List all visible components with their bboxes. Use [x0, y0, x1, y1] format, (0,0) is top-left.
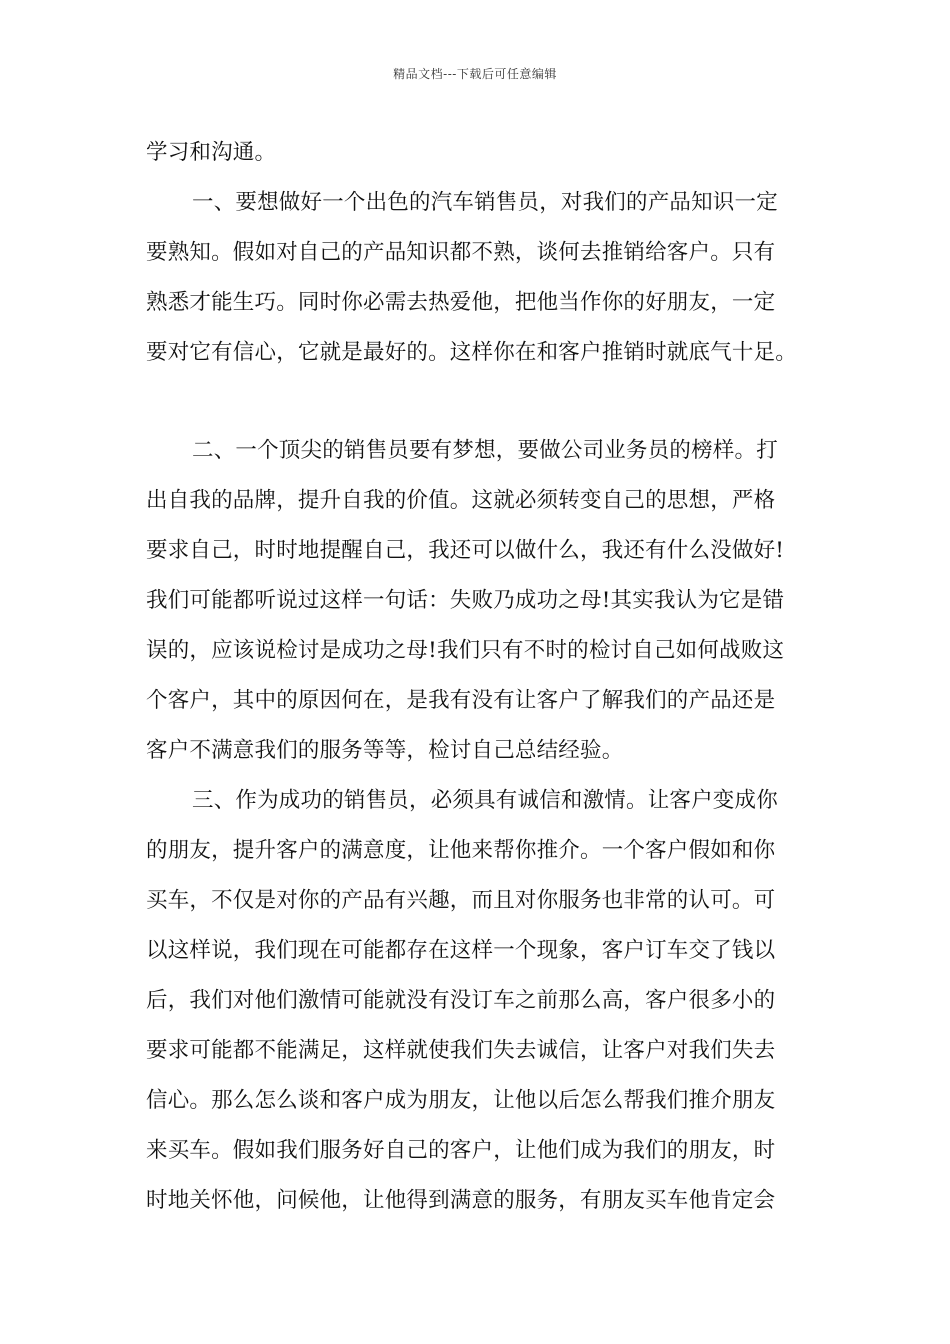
text-line: 一、要想做好一个出色的汽车销售员，对我们的产品知识一定: [192, 190, 778, 215]
text-line: 学习和沟通。: [146, 140, 277, 165]
text-line: 买车，不仅是对你的产品有兴趣，而且对你服务也非常的认可。可: [146, 888, 776, 913]
text-line: 以这样说，我们现在可能都存在这样一个现象，客户订车交了钱以: [146, 938, 776, 963]
text-line: 后，我们对他们激情可能就没有没订车之前那么高，客户很多小的: [146, 988, 776, 1013]
paragraph-3: [146, 776, 816, 1226]
text-line: 要求自己，时时地提醒自己，我还可以做什么，我还有什么没做好!: [146, 538, 785, 563]
text-line: 出自我的品牌，提升自我的价值。这就必须转变自己的思想，严格: [146, 488, 776, 513]
text-line: 的朋友，提升客户的满意度，让他来帮你推介。一个客户假如和你: [146, 838, 776, 863]
text-line: 误的，应该说检讨是成功之母!我们只有不时的检讨自己如何战败这: [146, 638, 785, 663]
text-line: 三、作为成功的销售员，必须具有诚信和激情。让客户变成你: [192, 788, 778, 813]
text-line: 要熟知。假如对自己的产品知识都不熟，谈何去推销给客户。只有: [146, 240, 776, 265]
text-line: 我们可能都听说过这样一句话：失败乃成功之母!其实我认为它是错: [146, 588, 785, 613]
text-line: 时地关怀他，问候他，让他得到满意的服务，有朋友买车他肯定会: [146, 1188, 776, 1213]
text-line: 个客户，其中的原因何在，是我有没有让客户了解我们的产品还是: [146, 688, 776, 713]
text-line: 要求可能都不能满足，这样就使我们失去诚信，让客户对我们失去: [146, 1038, 776, 1063]
text-line: 来买车。假如我们服务好自己的客户，让他们成为我们的朋友，时: [146, 1138, 776, 1163]
text-line: 信心。那么怎么谈和客户成为朋友，让他以后怎么帮我们推介朋友: [146, 1088, 776, 1113]
page-header: 精品文档---下载后可任意编辑: [393, 67, 557, 81]
text-line: 熟悉才能生巧。同时你必需去热爱他，把他当作你的好朋友，一定: [146, 290, 776, 315]
document-body: [146, 128, 816, 1226]
paragraph-1: [146, 178, 816, 378]
text-line: 二、一个顶尖的销售员要有梦想，要做公司业务员的榜样。打: [192, 438, 778, 463]
paragraph-gap: [146, 378, 816, 426]
text-line: 要对它有信心，它就是最好的。这样你在和客户推销时就底气十足。: [146, 340, 798, 365]
text-line: 客户不满意我们的服务等等，检讨自己总结经验。: [146, 738, 624, 763]
paragraph-2: [146, 426, 816, 776]
